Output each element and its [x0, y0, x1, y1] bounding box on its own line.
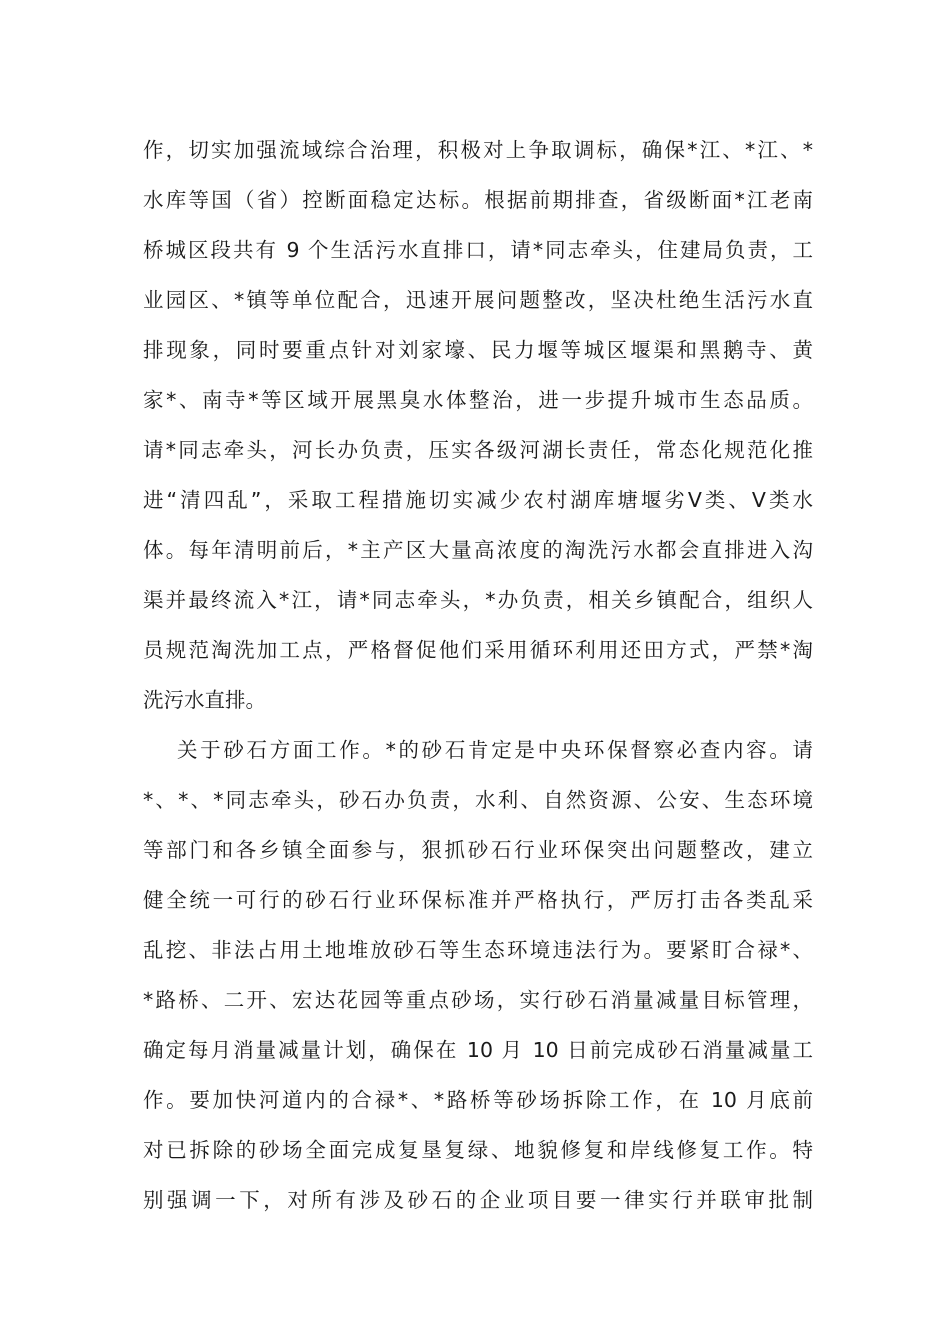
paragraph-line: 体。每年清明前后，*主产区大量高浓度的淘洗污水都会直排进入沟: [143, 538, 813, 562]
paragraph-line: 作。要加快河道内的合禄*、*路桥等砂场拆除工作，在 10 月底前: [143, 1088, 813, 1112]
paragraph-line: *、*、*同志牵头，砂石办负责，水利、自然资源、公安、生态环境: [143, 788, 813, 812]
paragraph-line: 别强调一下，对所有涉及砂石的企业项目要一律实行并联审批制: [143, 1188, 813, 1212]
paragraph-line: 家*、南寺*等区域开展黑臭水体整治，进一步提升城市生态品质。: [143, 388, 813, 412]
paragraph-line: 请*同志牵头，河长办负责，压实各级河湖长责任，常态化规范化推: [143, 438, 813, 462]
paragraph-line: 确定每月消量减量计划，确保在 10 月 10 日前完成砂石消量减量工: [143, 1038, 813, 1062]
paragraph-line: 洗污水直排。: [143, 688, 266, 712]
paragraph-line: 业园区、*镇等单位配合，迅速开展问题整改，坚决杜绝生活污水直: [143, 288, 813, 312]
paragraph-line: 关于砂石方面工作。*的砂石肯定是中央环保督察必查内容。请: [177, 738, 813, 762]
paragraph-line: 桥城区段共有 9 个生活污水直排口，请*同志牵头，住建局负责，工: [143, 238, 813, 262]
paragraph-line: 作，切实加强流域综合治理，积极对上争取调标，确保*江、*江、*: [143, 138, 813, 162]
paragraph-line: 进“清四乱”，采取工程措施切实减少农村湖库塘堰劣Ⅴ类、Ⅴ类水: [143, 488, 813, 512]
paragraph-line: 水库等国（省）控断面稳定达标。根据前期排查，省级断面*江老南: [143, 188, 813, 212]
paragraph-line: 等部门和各乡镇全面参与，狠抓砂石行业环保突出问题整改，建立: [143, 838, 813, 862]
paragraph-line: 健全统一可行的砂石行业环保标准并严格执行，严厉打击各类乱采: [143, 888, 813, 912]
paragraph-line: 对已拆除的砂场全面完成复垦复绿、地貌修复和岸线修复工作。特: [143, 1138, 813, 1162]
paragraph-line: 乱挖、非法占用土地堆放砂石等生态环境违法行为。要紧盯合禄*、: [143, 938, 813, 962]
paragraph-line: 排现象，同时要重点针对刘家壕、民力堰等城区堰渠和黑鹅寺、黄: [143, 338, 813, 362]
paragraph-line: 渠并最终流入*江，请*同志牵头，*办负责，相关乡镇配合，组织人: [143, 588, 813, 612]
paragraph-line: *路桥、二开、宏达花园等重点砂场，实行砂石消量减量目标管理，: [143, 988, 813, 1012]
paragraph-line: 员规范淘洗加工点，严格督促他们采用循环利用还田方式，严禁*淘: [143, 638, 813, 662]
